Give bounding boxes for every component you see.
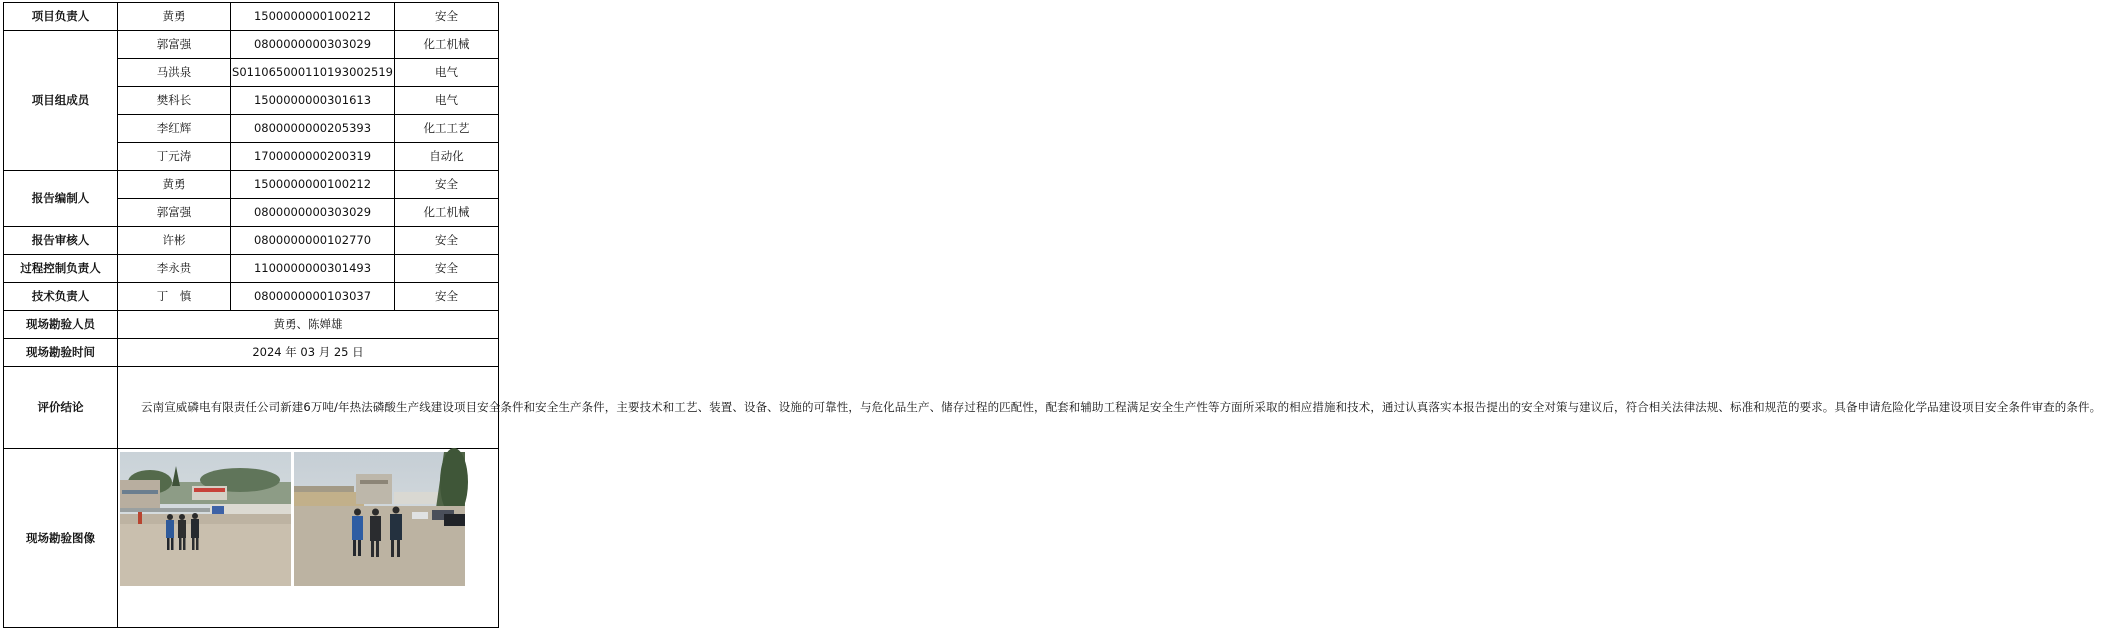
id-cell: 0800000000102770	[231, 227, 395, 255]
table-row	[4, 449, 499, 628]
table-row	[4, 367, 499, 449]
role-cell: 报告编制人	[4, 171, 118, 227]
name-cell: 许彬	[118, 227, 231, 255]
name-cell: 樊科长	[118, 87, 231, 115]
major-cell: 化工机械	[395, 199, 499, 227]
project-personnel-table	[3, 2, 2101, 628]
name-cell: 郭富强	[118, 199, 231, 227]
id-cell: 0800000000205393	[231, 115, 395, 143]
site-survey-personnel-value: 黄勇、陈婵雄	[118, 311, 499, 339]
name-cell: 郭富强	[118, 31, 231, 59]
table-row	[4, 227, 499, 255]
id-cell: 0800000000303029	[231, 199, 395, 227]
table-row	[4, 283, 499, 311]
name-cell: 李永贵	[118, 255, 231, 283]
site-survey-time-label: 现场勘验时间	[4, 339, 118, 367]
name-cell: 马洪泉	[118, 59, 231, 87]
site-photo-1	[120, 452, 291, 586]
major-cell: 电气	[395, 87, 499, 115]
site-survey-personnel-label: 现场勘验人员	[4, 311, 118, 339]
site-photos-cell	[118, 449, 499, 628]
major-cell: 安全	[395, 171, 499, 199]
major-cell: 安全	[395, 283, 499, 311]
site-photo-2	[294, 452, 465, 586]
name-cell: 黄勇	[118, 171, 231, 199]
major-cell: 化工机械	[395, 31, 499, 59]
table-row	[4, 339, 499, 367]
id-cell: 1100000000301493	[231, 255, 395, 283]
site-survey-time-value: 2024 年 03 月 25 日	[118, 339, 499, 367]
site-photos-label: 现场勘验图像	[4, 449, 118, 628]
role-cell: 技术负责人	[4, 283, 118, 311]
role-cell: 过程控制负责人	[4, 255, 118, 283]
major-cell: 电气	[395, 59, 499, 87]
role-cell: 报告审核人	[4, 227, 118, 255]
table-row	[4, 171, 499, 199]
id-cell: 1500000000301613	[231, 87, 395, 115]
id-cell: S011065000110193002519	[231, 59, 395, 87]
name-cell: 黄勇	[118, 3, 231, 31]
id-cell: 1700000000200319	[231, 143, 395, 171]
table-row	[4, 255, 499, 283]
id-cell: 1500000000100212	[231, 171, 395, 199]
role-cell: 项目组成员	[4, 31, 118, 171]
id-cell: 0800000000103037	[231, 283, 395, 311]
major-cell: 化工工艺	[395, 115, 499, 143]
table-row	[4, 31, 499, 59]
major-cell: 安全	[395, 227, 499, 255]
id-cell: 1500000000100212	[231, 3, 395, 31]
major-cell: 安全	[395, 255, 499, 283]
name-cell: 丁元涛	[118, 143, 231, 171]
evaluation-conclusion-label: 评价结论	[4, 367, 118, 449]
table-row	[4, 3, 499, 31]
table-row	[4, 311, 499, 339]
id-cell: 0800000000303029	[231, 31, 395, 59]
major-cell: 自动化	[395, 143, 499, 171]
evaluation-conclusion-text: 云南宣威磷电有限责任公司新建6万吨/年热法磷酸生产线建设项目安全条件和安全生产条件，主要技术和工艺、装置、设备、设施的可靠性，与危化品生产、储存过程的匹配性，配套和辅助工程满足安全生产性等方面所采取的相应措施和技术，通过认真落实本报告提出的安全对策与建议后，符合相关法律法规、标准和规范的要求。具备申请危险化学品建设项目安全条件审查的条件。	[118, 367, 499, 449]
major-cell: 安全	[395, 3, 499, 31]
name-cell: 丁 慎	[118, 283, 231, 311]
role-cell: 项目负责人	[4, 3, 118, 31]
name-cell: 李红辉	[118, 115, 231, 143]
